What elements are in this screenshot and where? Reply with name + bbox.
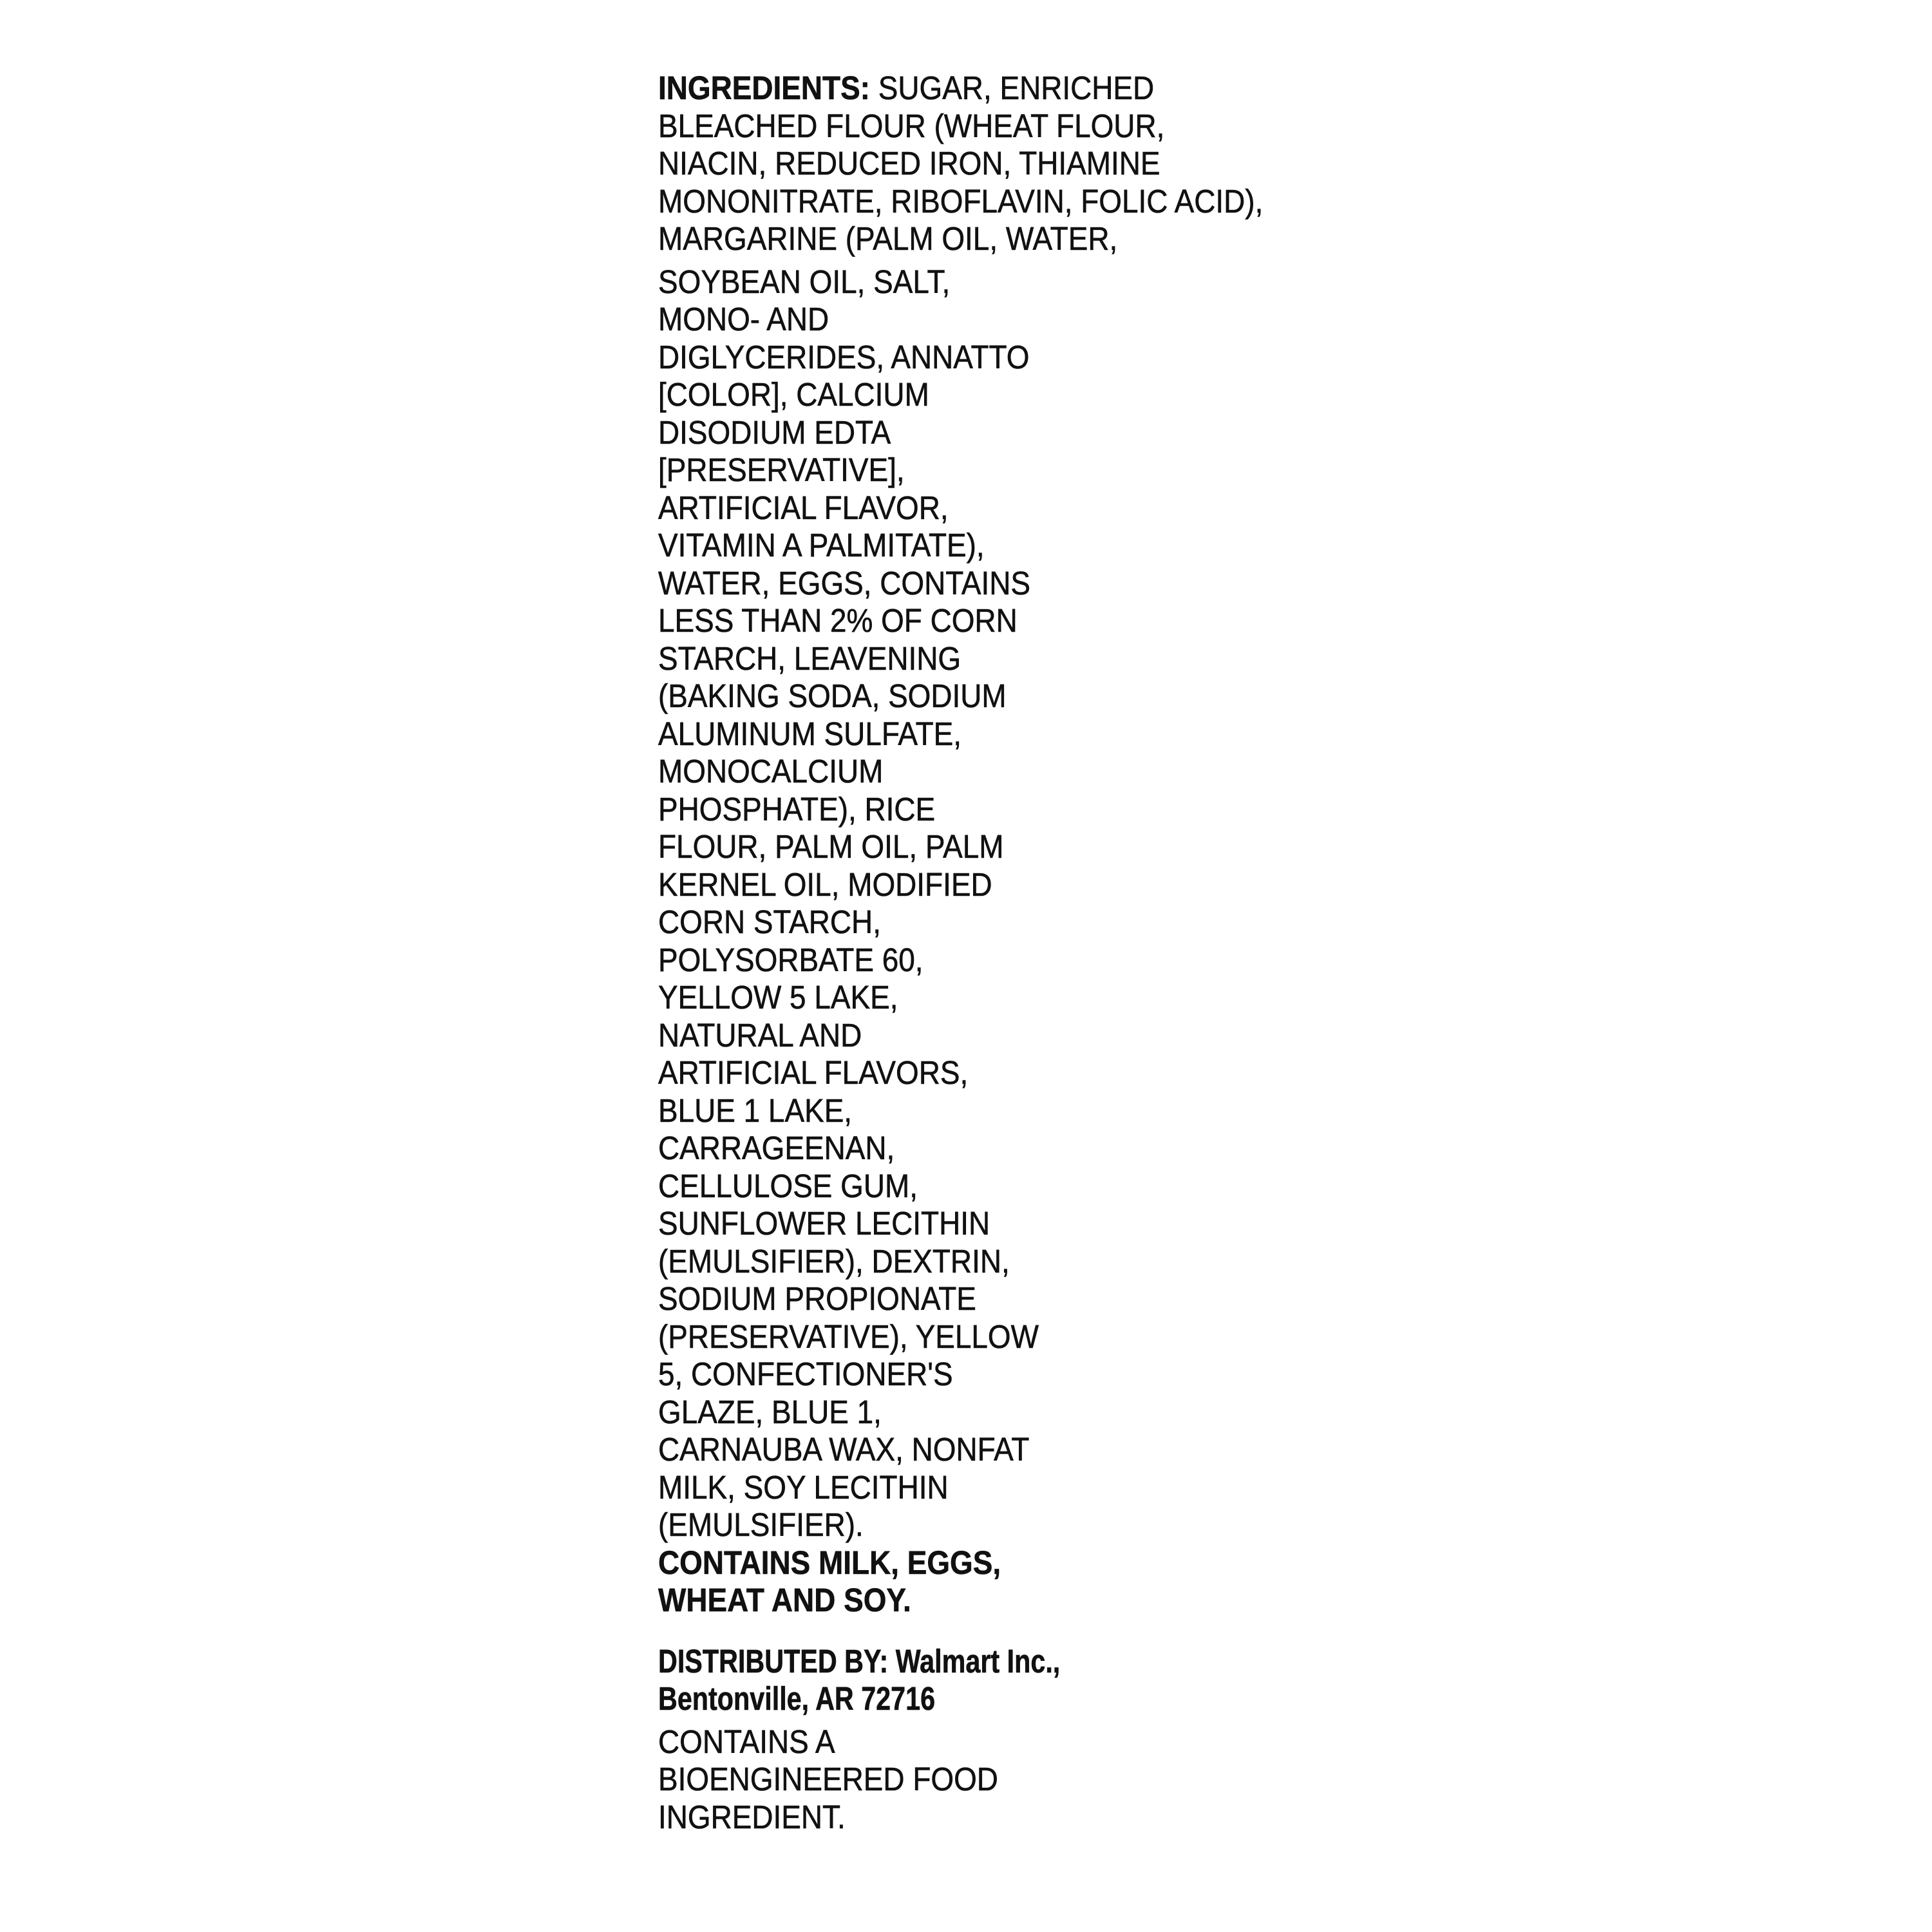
ingredients-line: (EMULSIFIER).: [658, 1506, 864, 1543]
ingredients-line: 5, CONFECTIONER'S: [658, 1356, 953, 1392]
ingredients-line: PHOSPHATE), RICE: [658, 790, 936, 828]
distributor-line: [658, 1643, 1643, 1681]
ingredients-line: FLOUR, PALM OIL, PALM: [658, 828, 1004, 865]
ingredients-line: MARGARINE (PALM OIL, WATER,: [658, 220, 1118, 257]
ingredients-line: ARTIFICIAL FLAVOR,: [658, 489, 949, 526]
ingredients-line: WATER, EGGS, CONTAINS: [658, 564, 1031, 601]
ingredients-line: CARNAUBA WAX, NONFAT: [658, 1431, 1030, 1468]
ingredients-line: BLUE 1 LAKE,: [658, 1092, 853, 1129]
ingredients-line: CELLULOSE GUM,: [658, 1167, 918, 1204]
ingredient-label: [658, 70, 1643, 1836]
ingredients-line: SODIUM PROPIONATE: [658, 1280, 976, 1317]
ingredients-line: [PRESERVATIVE],: [658, 451, 905, 488]
ingredients-line: MONOCALCIUM: [658, 753, 884, 790]
ingredients-line: GLAZE, BLUE 1,: [658, 1393, 882, 1430]
ingredients-heading: INGREDIENTS:: [658, 70, 870, 106]
ingredients-line: SUNFLOWER LECITHIN: [658, 1205, 990, 1242]
distributor-line: [658, 1680, 1643, 1718]
ingredients-line: (PRESERVATIVE), YELLOW: [658, 1318, 1039, 1355]
ingredients-line: YELLOW 5 LAKE,: [658, 979, 898, 1016]
ingredients-line: BLEACHED FLOUR (WHEAT FLOUR,: [658, 107, 1165, 144]
ingredients-line: (EMULSIFIER), DEXTRIN,: [658, 1242, 1010, 1280]
bioengineered-line: CONTAINS A: [658, 1723, 835, 1760]
ingredients-line-1: [658, 70, 1643, 108]
spacer: [658, 1620, 1643, 1643]
allergen-statement: CONTAINS MILK, EGGS,: [658, 1544, 1001, 1581]
ingredients-line: [COLOR], CALCIUM: [658, 376, 929, 413]
ingredients-line: DIGLYCERIDES, ANNATTO: [658, 338, 1030, 375]
ingredients-line: VITAMIN A PALMITATE),: [658, 527, 985, 564]
ingredients-line: NATURAL AND: [658, 1016, 862, 1054]
distributor-text: DISTRIBUTED BY: Walmart Inc.,: [658, 1642, 1061, 1680]
ingredients-text: SUGAR, ENRICHED: [869, 70, 1155, 106]
ingredients-line: STARCH, LEAVENING: [658, 639, 961, 677]
ingredients-line: LESS THAN 2% OF CORN: [658, 602, 1018, 639]
ingredients-line: (BAKING SODA, SODIUM: [658, 677, 1007, 714]
ingredients-line: ALUMINUM SULFATE,: [658, 715, 961, 752]
bioengineered-line: INGREDIENT.: [658, 1798, 846, 1835]
ingredients-line: MILK, SOY LECITHIN: [658, 1468, 949, 1506]
ingredients-line: ARTIFICIAL FLAVORS,: [658, 1054, 969, 1091]
ingredients-line: MONONITRATE, RIBOFLAVIN, FOLIC ACID),: [658, 182, 1264, 220]
spacer: [658, 258, 1643, 263]
distributor-text: Bentonville, AR 72716: [658, 1680, 936, 1717]
ingredients-line: CARRAGEENAN,: [658, 1130, 895, 1166]
allergen-statement: WHEAT AND SOY.: [658, 1582, 911, 1618]
ingredients-line: MONO- AND: [658, 301, 829, 337]
ingredients-line: NIACIN, REDUCED IRON, THIAMINE: [658, 145, 1160, 182]
ingredients-line: SOYBEAN OIL, SALT,: [658, 263, 951, 300]
ingredients-line: POLYSORBATE 60,: [658, 941, 923, 978]
ingredients-line: KERNEL OIL, MODIFIED: [658, 866, 992, 903]
spacer: [658, 1718, 1643, 1723]
bioengineered-line: BIOENGINEERED FOOD: [658, 1761, 998, 1797]
ingredients-line: DISODIUM EDTA: [658, 413, 891, 451]
ingredients-line: CORN STARCH,: [658, 904, 881, 940]
